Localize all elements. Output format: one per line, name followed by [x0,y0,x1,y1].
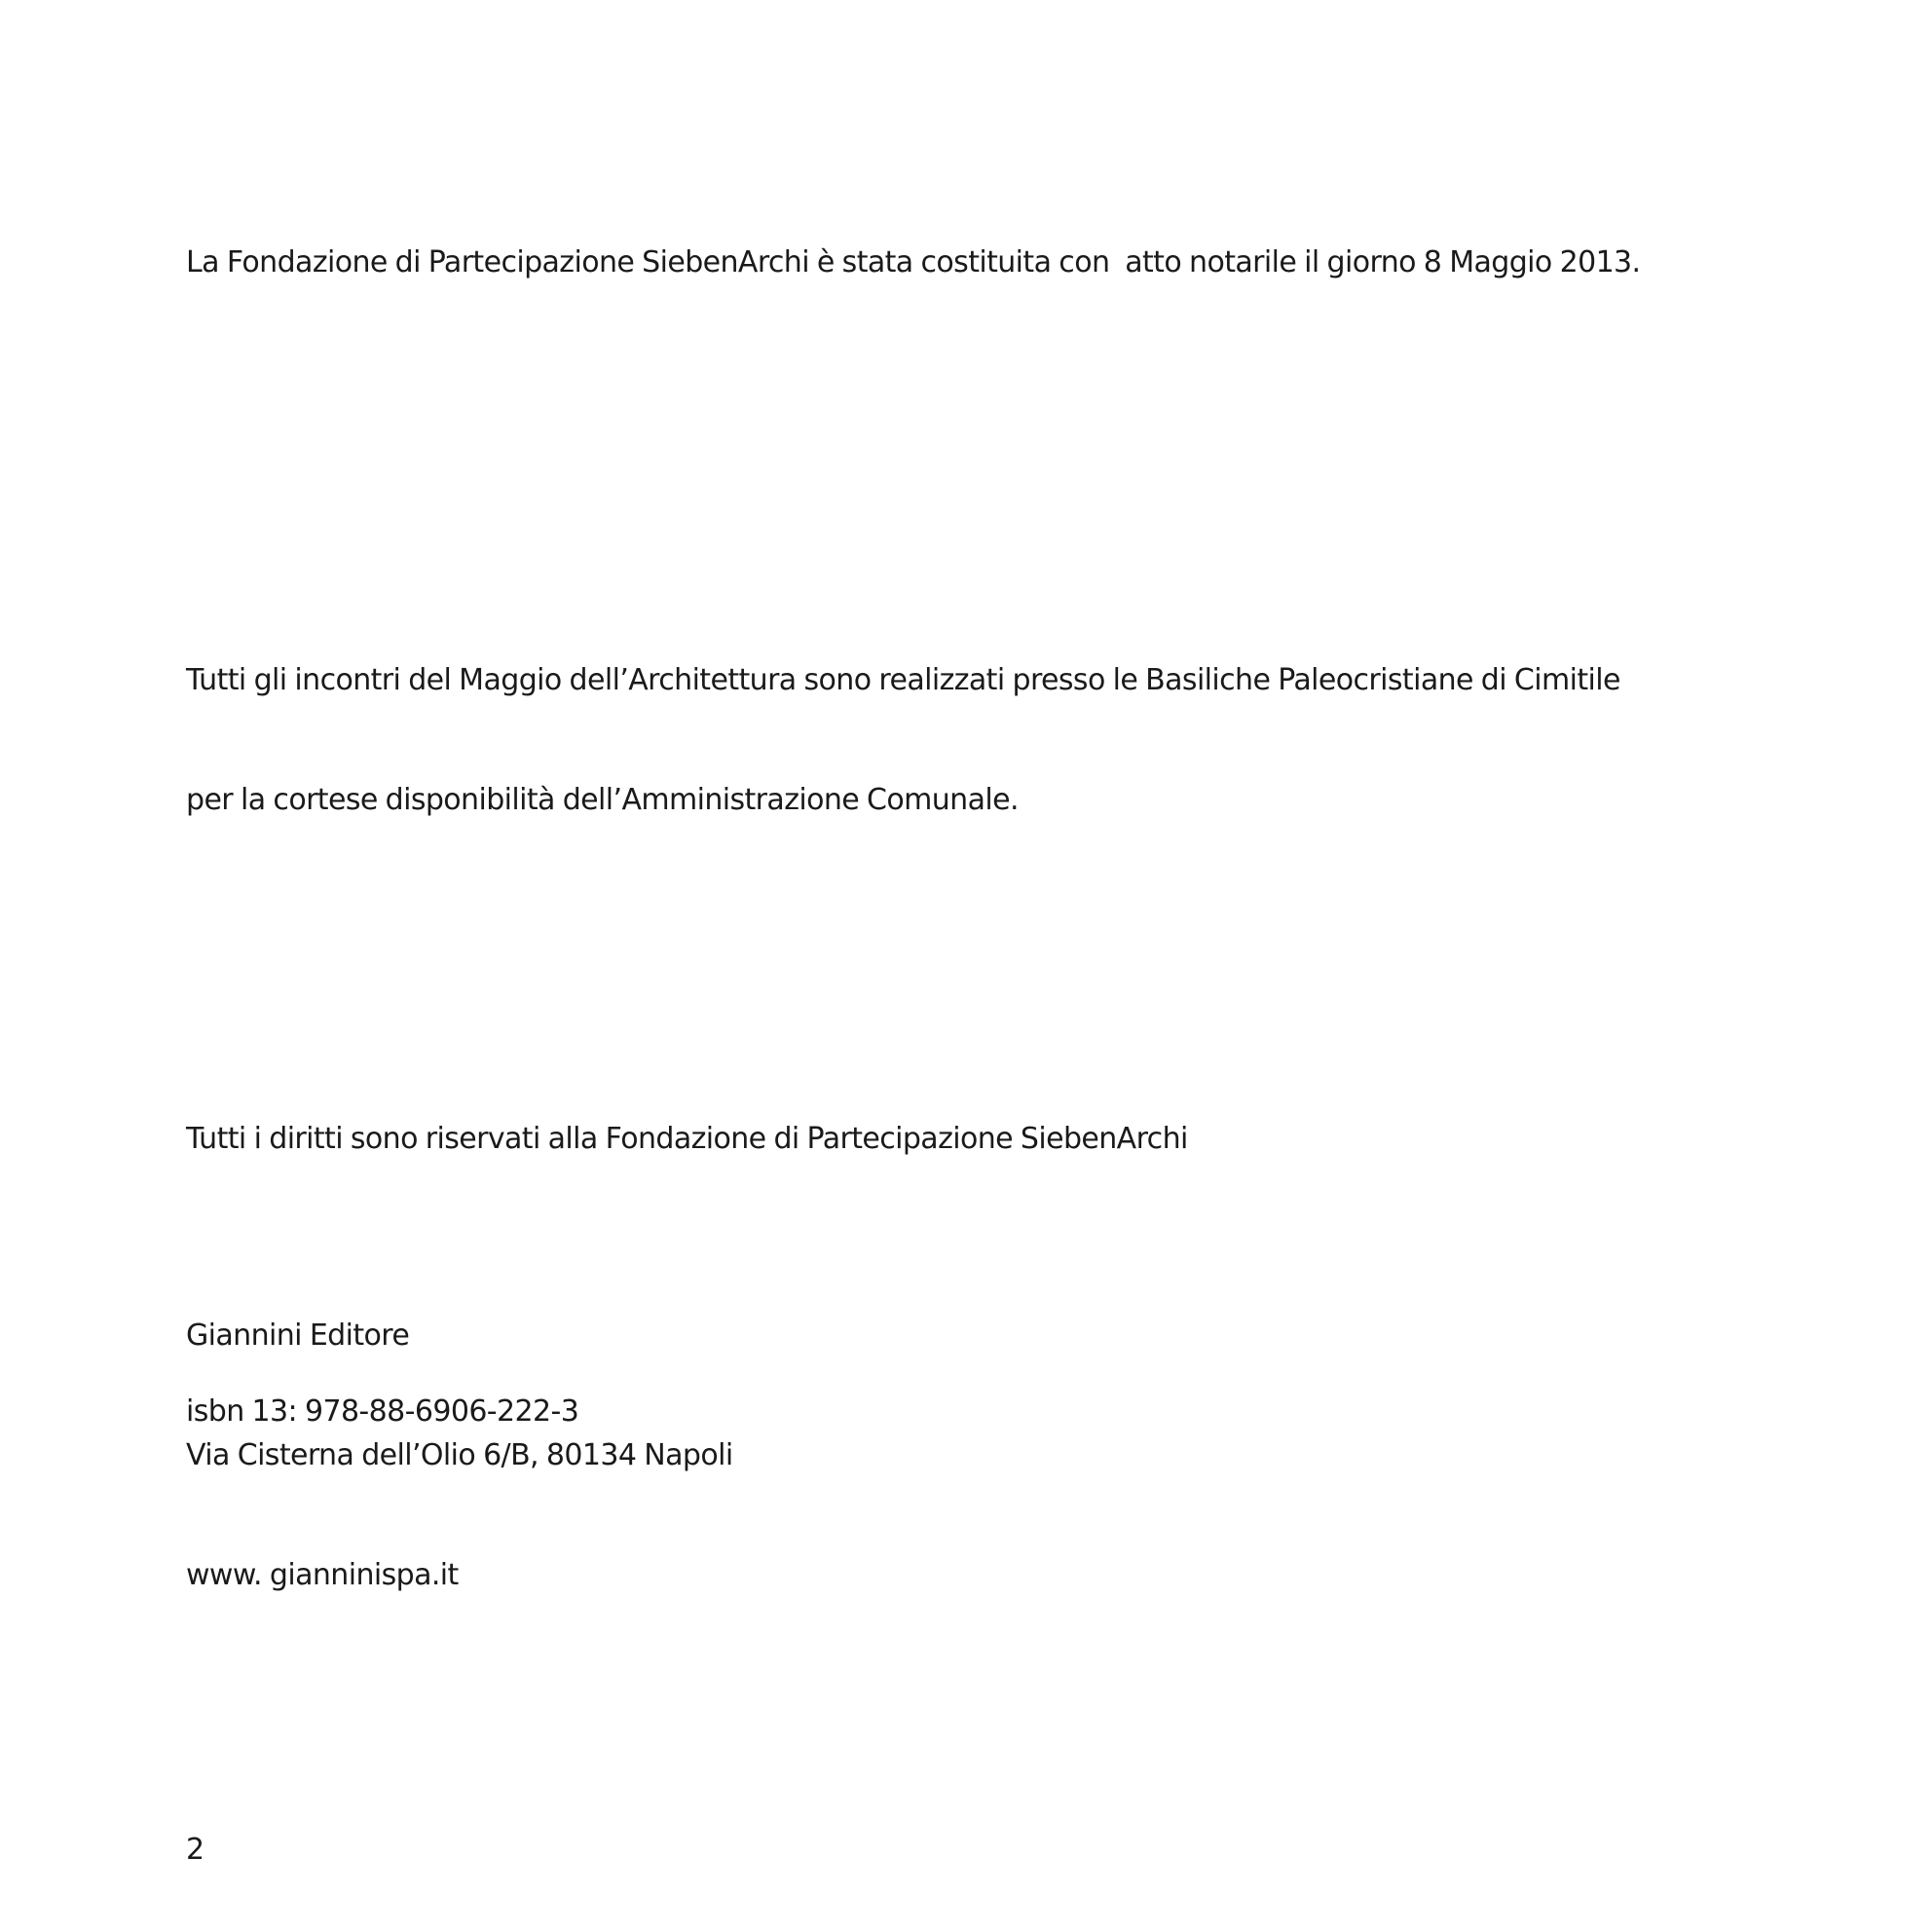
page-number: 2 [186,1833,204,1867]
publisher-website: www. gianninispa.it [186,1558,459,1592]
venue-note [186,580,1620,900]
publisher-block [186,1236,733,1675]
isbn-line: isbn 13: 978-88-6906-222-3 [186,1394,579,1429]
publisher-address: Via Cisterna dell’Olio 6/B, 80134 Napoli [186,1438,733,1472]
venue-note-line-2: per la cortese disponibilità dell’Amministrazione Comunale. [186,783,1019,817]
foundation-note: La Fondazione di Partecipazione SiebenArchi è stata costituita con atto notarile il giorno 8 Maggio 2013. [186,245,1641,279]
venue-note-line-1: Tutti gli incontri del Maggio dell’Architettura sono realizzati presso le Basiliche Paleocristiane di Cimitile [186,663,1620,697]
publisher-name: Giannini Editore [186,1319,410,1353]
rights-note: Tutti i diritti sono riservati alla Fondazione di Partecipazione SiebenArchi [186,1122,1188,1156]
